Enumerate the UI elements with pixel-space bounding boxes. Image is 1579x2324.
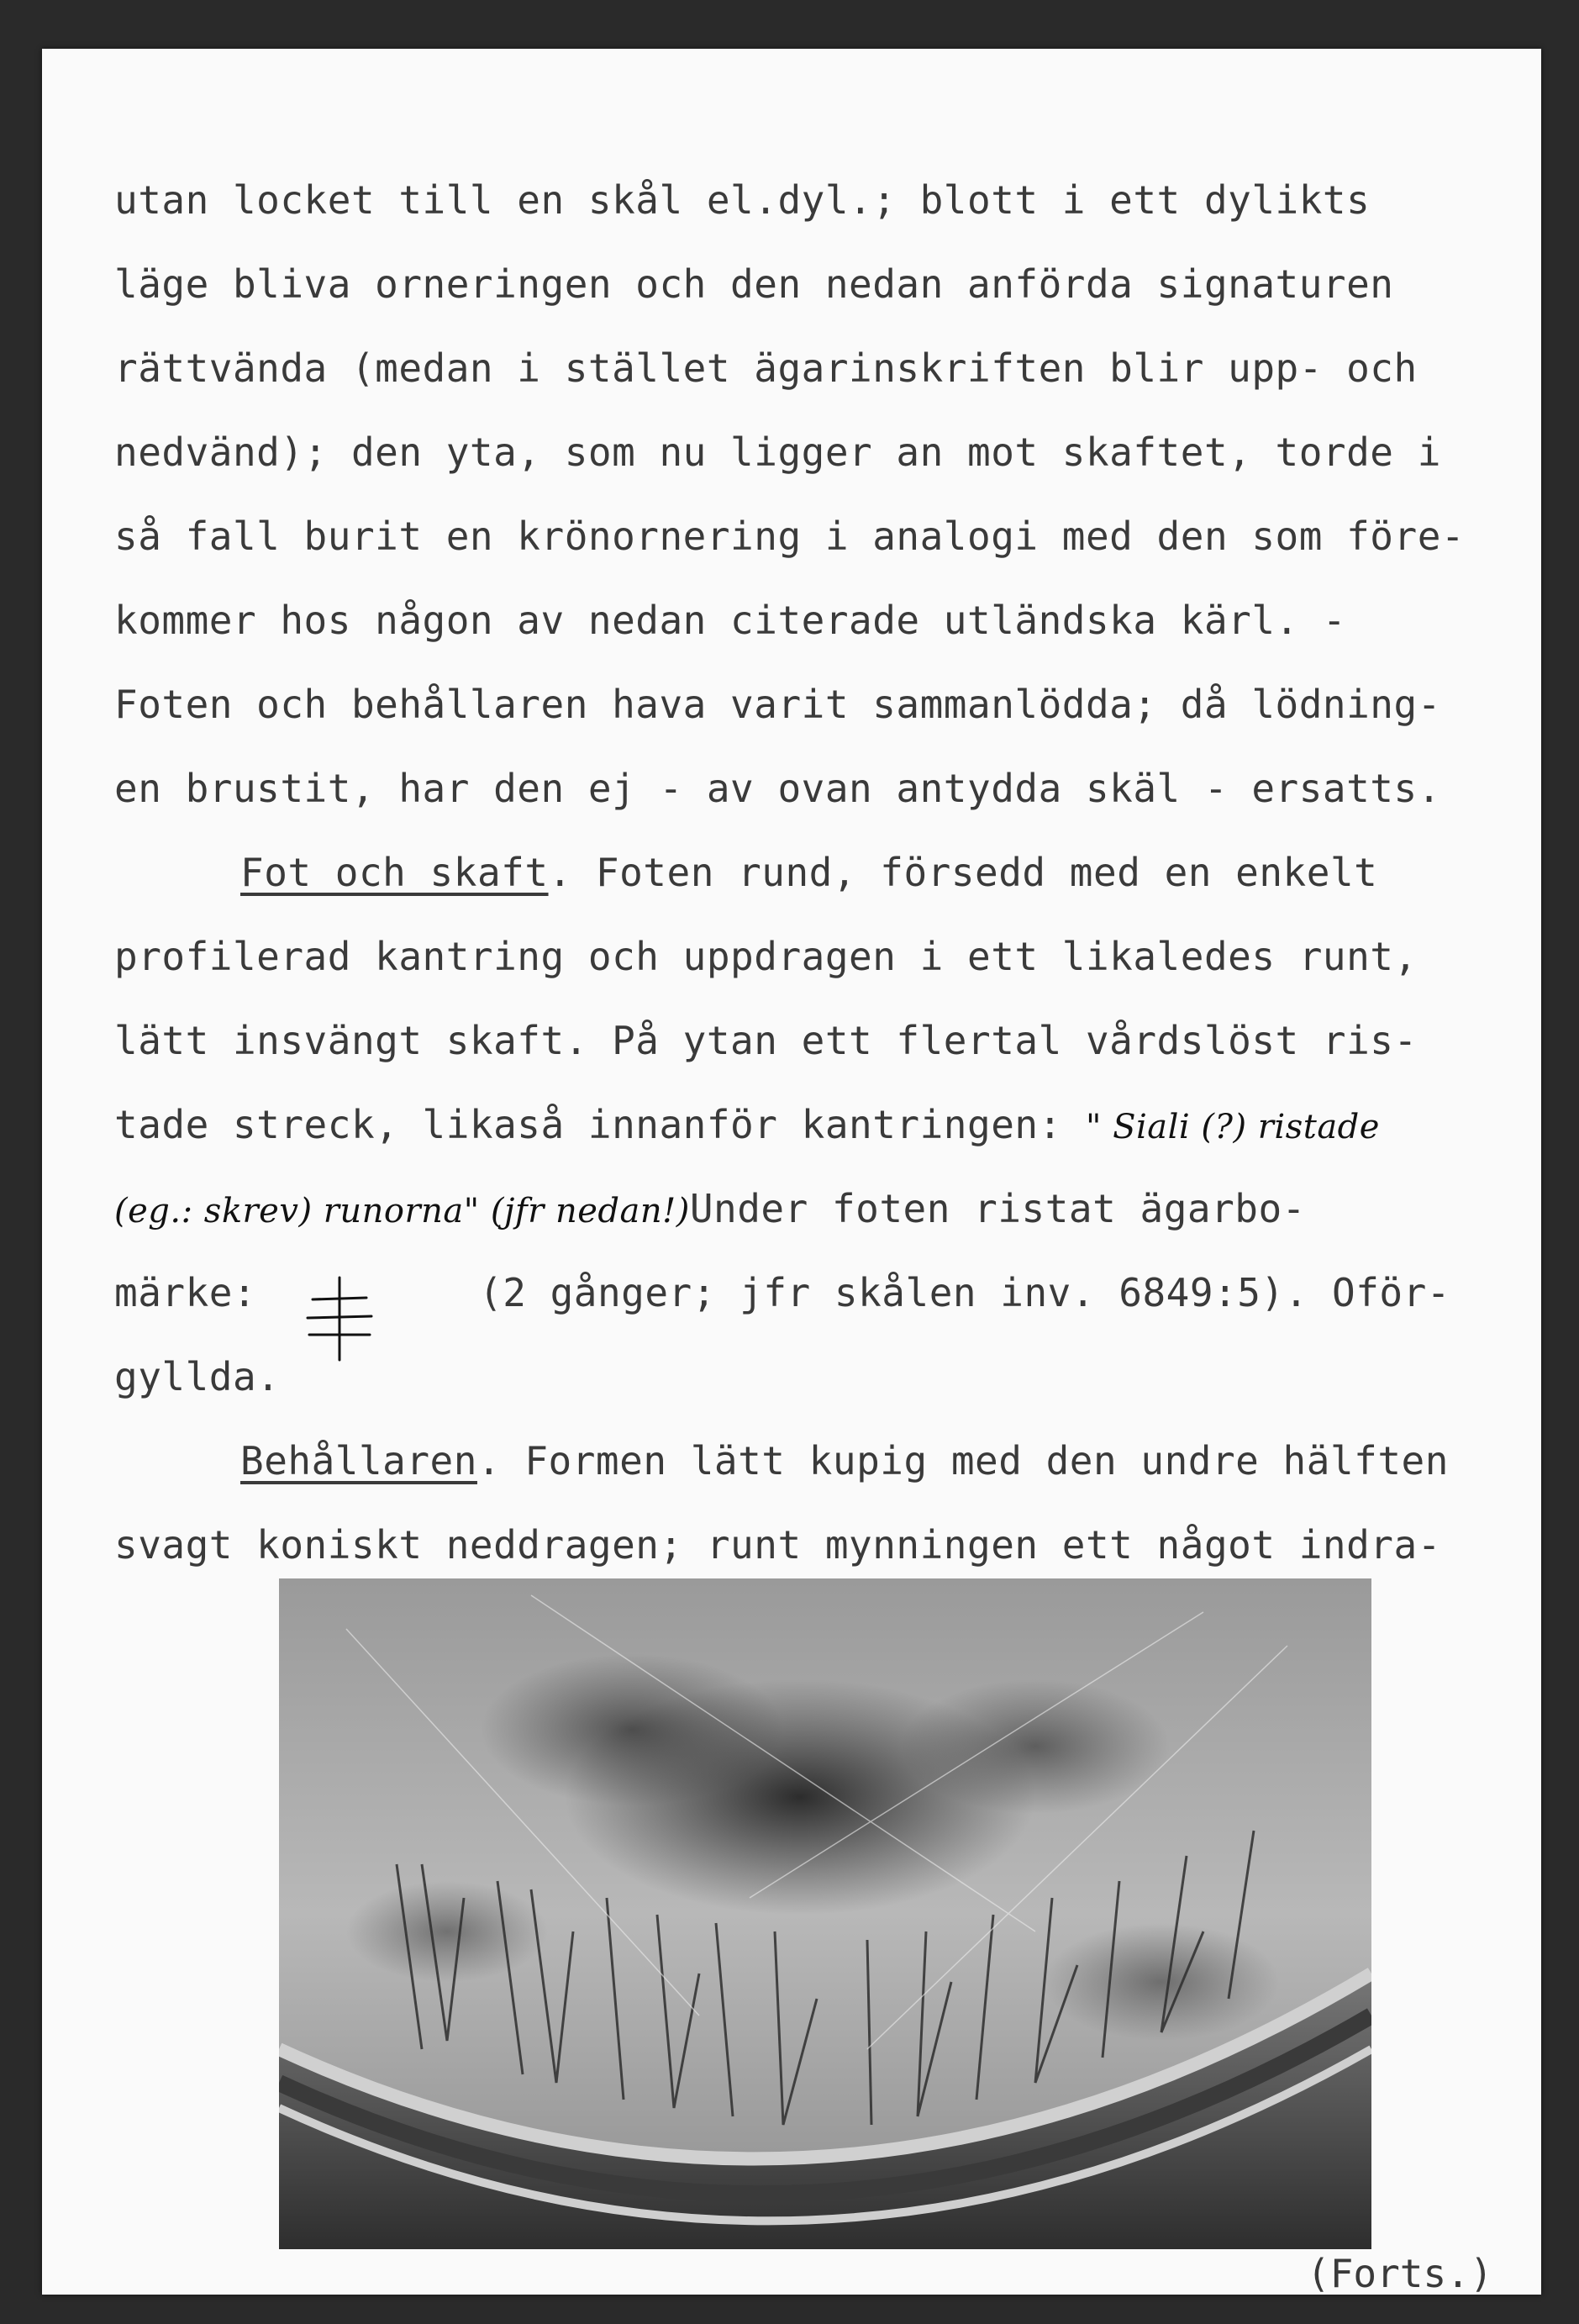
fot-line-6-start: märke: <box>114 1270 257 1315</box>
continued-note: (Forts.) <box>1307 2251 1493 2296</box>
text-line-5: så fall burit en krönornering i analogi med den som före- <box>114 514 1466 559</box>
document-page <box>42 49 1541 2295</box>
fot-line-1-text: . Foten rund, försedd med en enkelt <box>548 850 1378 895</box>
engraved-runes-photo <box>279 1578 1371 2249</box>
text-line-7: Foten och behållaren hava varit sammanlödda; då lödning- <box>114 682 1441 727</box>
beh-line-2: svagt koniskt neddragen; runt mynningen ett något indra- <box>114 1522 1441 1568</box>
beh-line-1-text: . Formen lätt kupig med den undre hälften <box>476 1438 1449 1483</box>
beh-heading: Behållaren <box>240 1438 477 1483</box>
text-line-6: kommer hos någon av nedan citerade utländska kärl. - <box>114 598 1347 643</box>
text-line-1: utan locket till en skål el.dyl.; blott i ett dylikts <box>114 177 1371 223</box>
fot-paragraph-line-1 <box>240 847 1377 898</box>
fot-line-7: gyllda. <box>114 1354 281 1399</box>
owner-mark-icon <box>299 1274 380 1363</box>
text-line-8: en brustit, har den ej - av ovan antydda skäl - ersatts. <box>114 766 1441 811</box>
fot-line-2: profilerad kantring och uppdragen i ett likaledes runt, <box>114 934 1418 979</box>
fot-line-6-text: (2 gånger; jfr skålen inv. 6849:5). Oför- <box>479 1270 1450 1315</box>
bowl-photograph <box>279 1578 1371 2249</box>
fot-line-5-typed: Under foten ristat ägarbo- <box>689 1186 1306 1231</box>
text-line-4: nedvänd); den yta, som nu ligger an mot skaftet, torde i <box>114 429 1441 475</box>
fot-line-4 <box>114 1099 1380 1152</box>
fot-line-4-typed: tade streck, likaså innanför kantringen: <box>114 1102 1086 1147</box>
fot-line-5 <box>114 1183 1306 1236</box>
handwritten-annotation-1: " Siali (?) ristade <box>1085 1108 1380 1146</box>
text-line-2: läge bliva orneringen och den nedan anförda signaturen <box>114 261 1394 307</box>
beh-paragraph-line-1 <box>240 1436 1449 1486</box>
handwritten-annotation-2: (eg.: skrev) runorna" (jfr nedan!) <box>114 1192 690 1231</box>
fot-heading: Fot och skaft <box>240 850 549 895</box>
text-line-3: rättvända (medan i stället ägarinskriften blir upp- och <box>114 345 1418 391</box>
fot-line-3: lätt insvängt skaft. På ytan ett flertal vårdslöst ris- <box>114 1018 1418 1063</box>
